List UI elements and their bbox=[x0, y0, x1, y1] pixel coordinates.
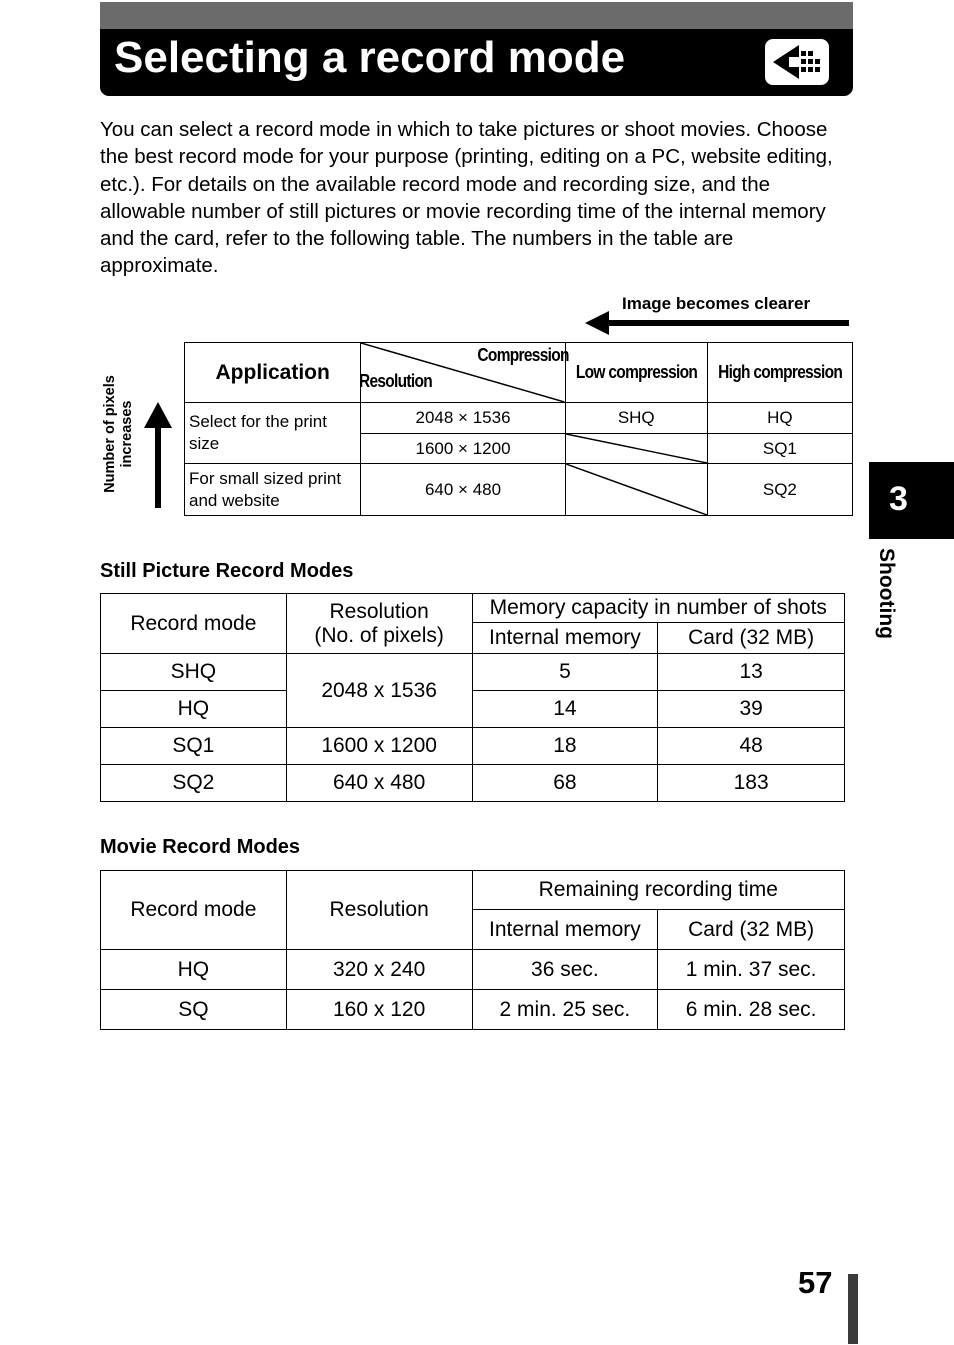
movie-record-modes-table bbox=[100, 870, 845, 1030]
internal-memory-cell: 5 bbox=[472, 654, 658, 691]
pixels-increase-label: Number of pixels increases bbox=[102, 375, 135, 493]
resolution-cell: 1600 x 1200 bbox=[286, 728, 472, 765]
table-row bbox=[101, 765, 845, 802]
low-compression-cell: SHQ bbox=[565, 403, 707, 434]
high-compression-cell: SQ2 bbox=[707, 464, 852, 516]
card-header: Card (32 MB) bbox=[658, 910, 845, 950]
application-cell: Select for the print size bbox=[185, 403, 361, 464]
empty-diagonal-cell bbox=[565, 464, 707, 516]
card-cell: 6 min. 28 sec. bbox=[658, 990, 845, 1030]
image-clearer-label: Image becomes clearer bbox=[622, 294, 811, 313]
resolution-cell: 2048 x 1536 bbox=[286, 654, 472, 728]
page-title: Selecting a record mode bbox=[114, 33, 626, 82]
application-cell: For small sized print and website bbox=[185, 464, 361, 516]
chapter-tab bbox=[869, 462, 954, 539]
resolution-cell: 2048 × 1536 bbox=[361, 403, 565, 434]
shooting-mode-icon bbox=[765, 39, 829, 85]
record-mode-cell: SHQ bbox=[101, 654, 287, 691]
internal-memory-cell: 68 bbox=[472, 765, 658, 802]
internal-memory-cell: 36 sec. bbox=[472, 950, 658, 990]
low-compression-header: Low compression bbox=[565, 343, 707, 403]
resolution-cell: 320 x 240 bbox=[286, 950, 472, 990]
record-mode-summary-table bbox=[184, 342, 853, 516]
title-bar bbox=[100, 2, 853, 96]
resolution-cell: 160 x 120 bbox=[286, 990, 472, 1030]
record-mode-header: Record mode bbox=[101, 871, 287, 950]
compression-label: Compression bbox=[477, 345, 570, 365]
table-row bbox=[101, 950, 845, 990]
record-mode-cell: SQ2 bbox=[101, 765, 287, 802]
card-cell: 13 bbox=[658, 654, 845, 691]
resolution-cell: 640 x 480 bbox=[286, 765, 472, 802]
high-compression-header: High compression bbox=[707, 343, 852, 403]
record-mode-cell: HQ bbox=[101, 950, 287, 990]
record-mode-cell: SQ1 bbox=[101, 728, 287, 765]
resolution-cell: 1600 × 1200 bbox=[361, 434, 565, 464]
record-mode-header: Record mode bbox=[101, 594, 287, 654]
empty-diagonal-cell bbox=[565, 434, 707, 464]
record-mode-cell: HQ bbox=[101, 691, 287, 728]
intro-paragraph: You can select a record mode in which to take pictures or shoot movies. Choose the best record mode for your purpose (printing, editing on a PC, website editing, etc.). For details on the available record mode and recording size, and the allowable number of still pictures or movie recording time of the internal memory and the card, refer to the following table. The numbers in the table are approximate. bbox=[100, 118, 833, 278]
table-row bbox=[101, 654, 845, 691]
card-cell: 183 bbox=[658, 765, 845, 802]
pixels-increase-arrow-icon bbox=[141, 402, 175, 508]
title-grey-strip bbox=[100, 2, 853, 29]
chapter-number: 3 bbox=[889, 480, 908, 518]
clearer-arrow-icon bbox=[585, 308, 853, 338]
resolution-label: Resolution bbox=[359, 371, 433, 391]
internal-memory-cell: 2 min. 25 sec. bbox=[472, 990, 658, 1030]
page-number: 57 bbox=[798, 1265, 833, 1300]
memory-capacity-header: Memory capacity in number of shots bbox=[472, 594, 844, 623]
still-record-modes-table bbox=[100, 593, 845, 802]
still-modes-heading: Still Picture Record Modes bbox=[100, 560, 354, 582]
page-number-bar bbox=[848, 1274, 858, 1344]
high-compression-cell: HQ bbox=[707, 403, 852, 434]
resolution-header: Resolution bbox=[286, 871, 472, 950]
internal-memory-header: Internal memory bbox=[472, 623, 658, 654]
table-row bbox=[101, 728, 845, 765]
resolution-header: Resolution (No. of pixels) bbox=[286, 594, 472, 654]
internal-memory-header: Internal memory bbox=[472, 910, 658, 950]
card-cell: 48 bbox=[658, 728, 845, 765]
table-row bbox=[101, 691, 845, 728]
application-header: Application bbox=[185, 343, 361, 403]
chapter-label: Shooting bbox=[875, 548, 898, 639]
resolution-cell: 640 × 480 bbox=[361, 464, 565, 516]
table-row bbox=[101, 990, 845, 1030]
record-mode-cell: SQ bbox=[101, 990, 287, 1030]
card-cell: 1 min. 37 sec. bbox=[658, 950, 845, 990]
internal-memory-cell: 18 bbox=[472, 728, 658, 765]
internal-memory-cell: 14 bbox=[472, 691, 658, 728]
card-cell: 39 bbox=[658, 691, 845, 728]
movie-modes-heading: Movie Record Modes bbox=[100, 836, 301, 858]
remaining-time-header: Remaining recording time bbox=[472, 871, 844, 910]
high-compression-cell: SQ1 bbox=[707, 434, 852, 464]
card-header: Card (32 MB) bbox=[658, 623, 845, 654]
compression-resolution-header bbox=[359, 343, 570, 403]
